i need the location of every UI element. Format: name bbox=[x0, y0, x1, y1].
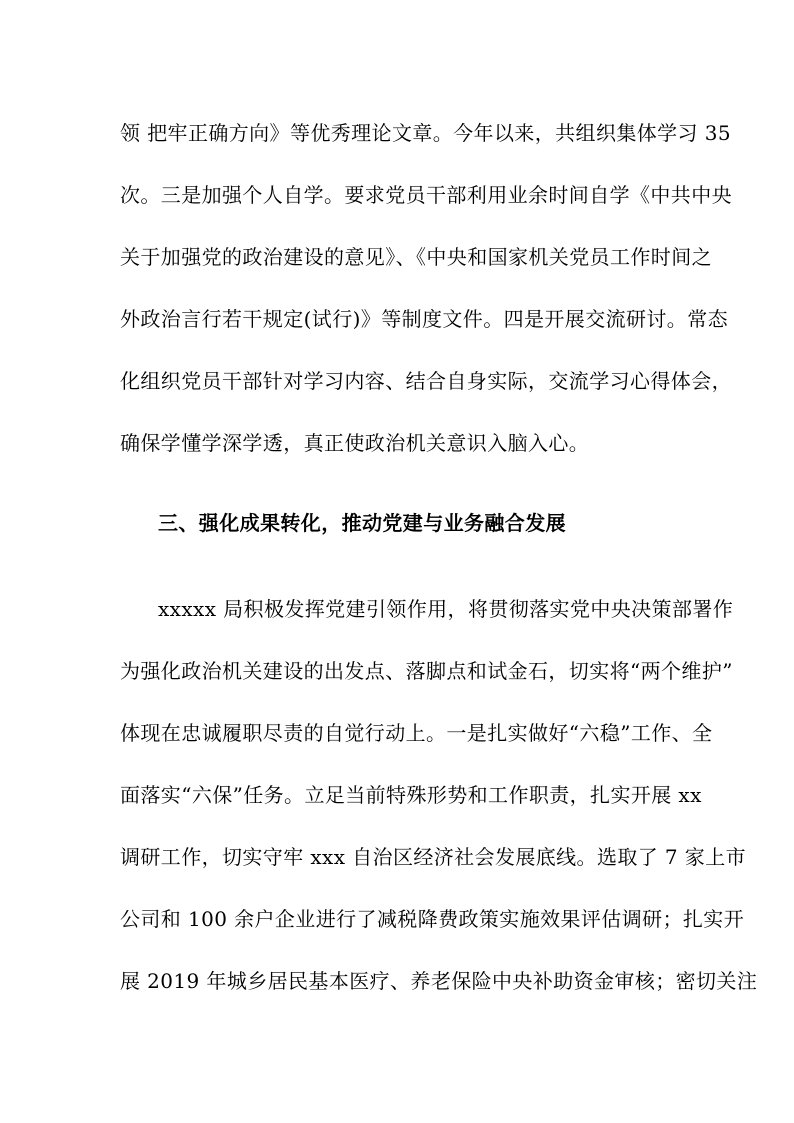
paragraph-2-line-4: 面落实“六保”任务。立足当前特殊形势和工作职责，扎实开展 xx bbox=[120, 783, 702, 807]
paragraph-2-line-5: 调研工作，切实守牢 xxx 自治区经济社会发展底线。选取了 7 家上市 bbox=[120, 845, 746, 869]
paragraph-2-line-6: 公司和 100 余户企业进行了减税降费政策实施效果评估调研；扎实开 bbox=[120, 907, 745, 931]
paragraph-1-line-6: 确保学懂学深学透，真正使政治机关意识入脑入心。 bbox=[120, 431, 590, 455]
paragraph-2-line-1: xxxxx 局积极发挥党建引领作用，将贯彻落实党中央决策部署作 bbox=[158, 597, 734, 621]
paragraph-2-line-3: 体现在忠诚履职尽责的自觉行动上。一是扎实做好“六稳”工作、全 bbox=[120, 721, 713, 745]
section-heading: 三、强化成果转化，推动党建与业务融合发展 bbox=[158, 511, 566, 535]
paragraph-1-line-2: 次。三是加强个人自学。要求党员干部利用业余时间自学《中共中央 bbox=[120, 183, 732, 207]
paragraph-2-line-2: 为强化政治机关建设的出发点、落脚点和试金石，切实将“两个维护” bbox=[120, 659, 733, 683]
paragraph-1-line-5: 化组织党员干部针对学习内容、结合自身实际，交流学习心得体会， bbox=[120, 369, 732, 393]
paragraph-2-line-7: 展 2019 年城乡居民基本医疗、养老保险中央补助资金审核；密切关注 bbox=[120, 969, 758, 993]
paragraph-1-line-1: 领 把牢正确方向》等优秀理论文章。今年以来，共组织集体学习 35 bbox=[120, 121, 731, 145]
paragraph-1-line-4: 外政治言行若干规定(试行)》等制度文件。四是开展交流研讨。常态 bbox=[120, 307, 729, 331]
paragraph-1-line-3: 关于加强党的政治建设的意见》、《中央和国家机关党员工作时间之 bbox=[120, 245, 712, 269]
